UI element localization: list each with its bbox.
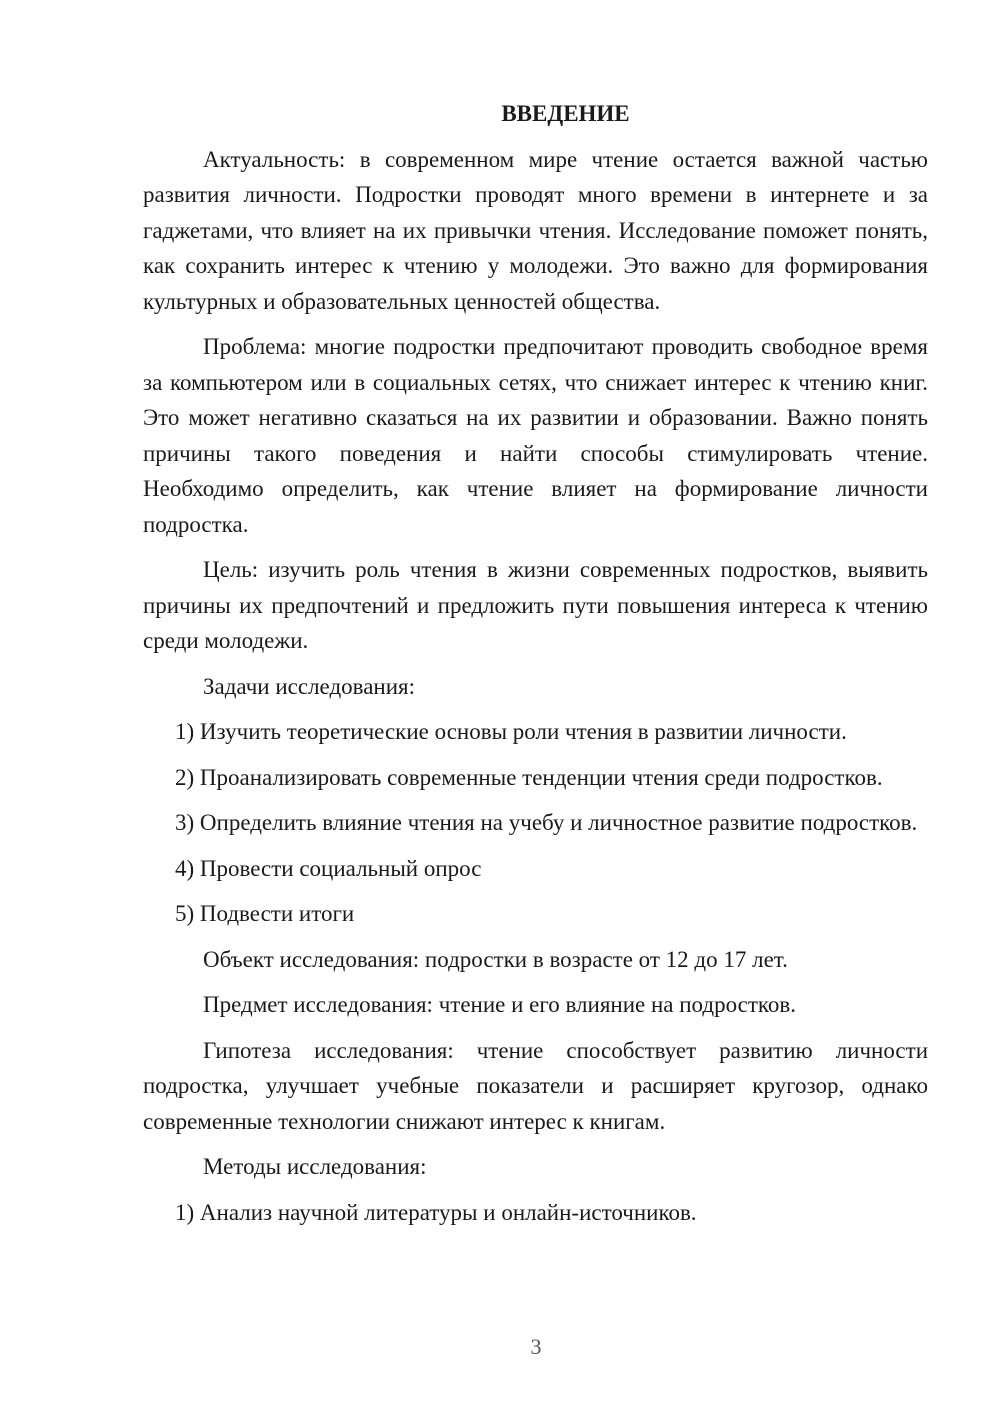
document-title: ВВЕДЕНИЕ	[501, 101, 630, 126]
task-item-3: 3) Определить влияние чтения на учебу и личностное развитие подростков.	[175, 810, 918, 835]
object-paragraph: Объект исследования: подростки в возрасте от 12 до 17 лет.	[203, 946, 788, 972]
task-item-2: 2) Проанализировать современные тенденции чтения среди подростков.	[175, 764, 883, 790]
relevance-paragraph: Актуальность: в современном мире чтение остается важной частью развития личности. Подростки проводят много времени в интернете и за гаджетами, что влияет на их привычки чтения. Исследование поможет понять, как сохранить интерес к чтению у молодежи. Это важно для формирования культурных и образовательных ценностей общества.	[143, 146, 928, 314]
hypothesis-paragraph: Гипотеза исследования: чтение способствует развитию личности подростка, улучшает учебные показатели и расширяет кругозор, однако современные технологии снижают интерес к книгам.	[143, 1037, 928, 1134]
task-item-1: 1) Изучить теоретические основы роли чтения в развитии личности.	[175, 719, 847, 744]
page-number: 3	[530, 1334, 542, 1359]
goal-paragraph: Цель: изучить роль чтения в жизни современных подростков, выявить причины их предпочтений и предложить пути повышения интереса к чтению среди молодежи.	[143, 557, 928, 653]
document-body	[143, 96, 928, 1240]
task-item-5: 5) Подвести итоги	[175, 901, 355, 926]
problem-paragraph: Проблема: многие подростки предпочитают проводить свободное время за компьютером или в социальных сетях, что снижает интерес к чтению книг. Это может негативно сказаться на их развитии и образовании. Важно понять причины такого поведения и найти способы стимулировать чтение. Необходимо определить, как чтение влияет на формирование личности подростка.	[143, 334, 928, 537]
method-item-1: 1) Анализ научной литературы и онлайн-источников.	[175, 1199, 697, 1225]
subject-paragraph: Предмет исследования: чтение и его влияние на подростков.	[203, 992, 797, 1017]
tasks-heading: Задачи исследования:	[203, 673, 416, 699]
methods-heading: Методы исследования:	[203, 1154, 427, 1179]
task-item-4: 4) Провести социальный опрос	[175, 855, 482, 881]
